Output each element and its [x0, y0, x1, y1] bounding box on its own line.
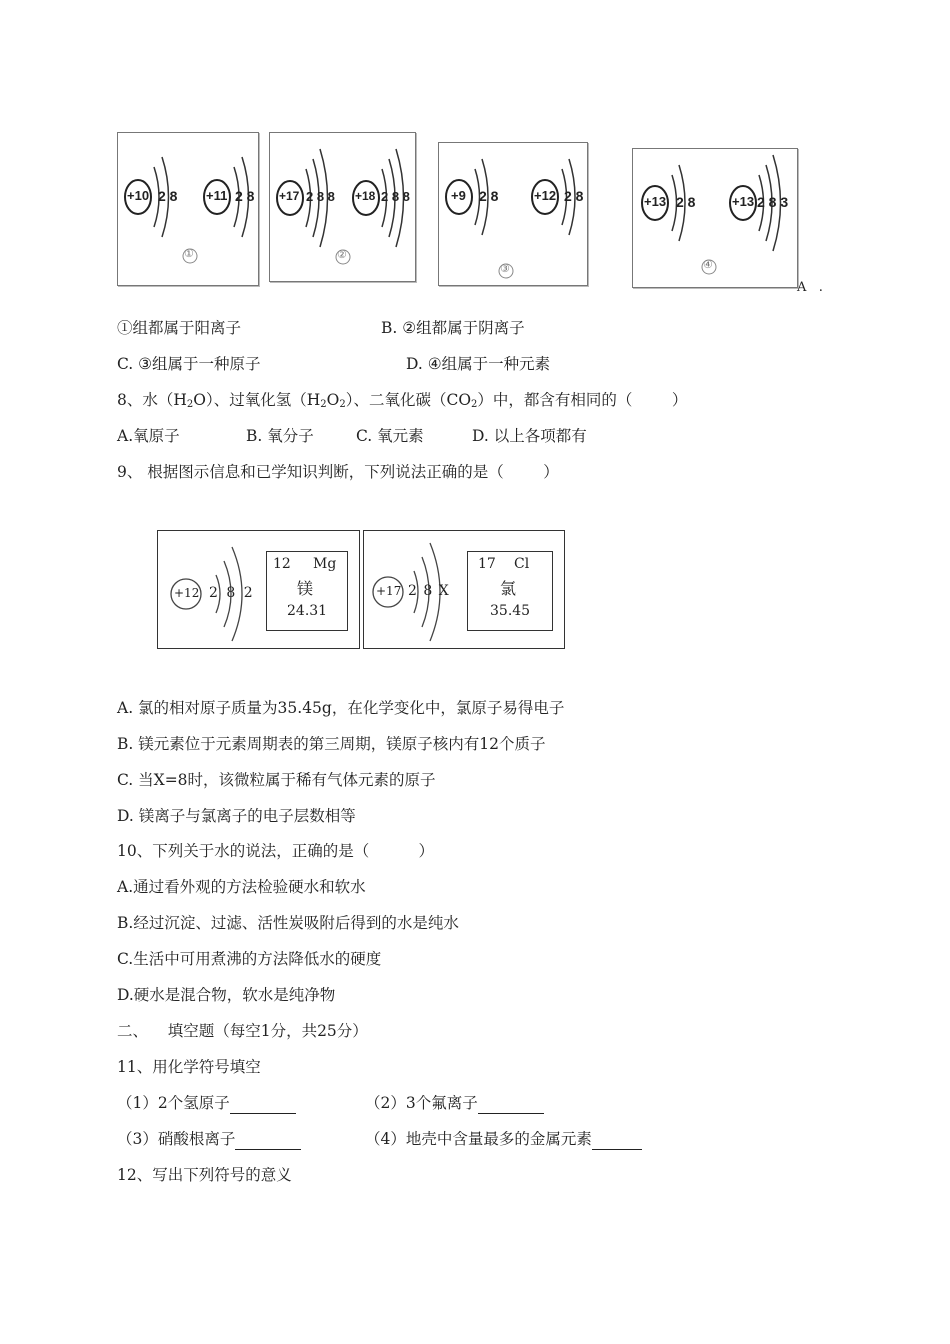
q9-option-c: C. 当X=8时，该微粒属于稀有气体元素的原子 — [117, 771, 436, 789]
q11-stem: 11、用化学符号填空 — [117, 1058, 261, 1076]
nucleus-charge: +12 — [174, 586, 200, 600]
nucleus-charge: +18 — [355, 189, 376, 203]
q7-option-d: D. ④组属于一种元素 — [406, 355, 551, 373]
answer-blank[interactable] — [478, 1097, 544, 1114]
panel-label: ① — [184, 247, 194, 260]
q9-option-a: A. 氯的相对原子质量为35.45g，在化学变化中，氯原子易得电子 — [117, 699, 565, 717]
trailing-option-mark: A . — [797, 280, 823, 295]
atomic-number: 12 — [273, 556, 291, 572]
electron-shells: 2 8 — [676, 194, 696, 210]
atom-diagram-panel-3 — [438, 142, 588, 286]
element-symbol: Mg — [313, 556, 337, 572]
q7-option-b: B. ②组都属于阴离子 — [381, 319, 525, 337]
atomic-mass: 35.45 — [490, 603, 531, 619]
electron-shells: 2 8 8 — [381, 189, 410, 204]
q8-option-c: C. 氧元素 — [356, 427, 424, 445]
q8-option-d: D. 以上各项都有 — [472, 427, 587, 445]
q9-option-d: D. 镁离子与氯离子的电子层数相等 — [117, 807, 356, 825]
atom-diagram-3-svg — [439, 143, 587, 285]
cl-diagram-panel — [363, 530, 565, 649]
q11-item-2: （2）3个氟离子 — [365, 1092, 544, 1114]
answer-blank[interactable] — [230, 1097, 296, 1114]
atom-diagram-panel-2 — [269, 132, 416, 282]
element-symbol: Cl — [514, 556, 530, 572]
atom-diagram-panel-4 — [632, 148, 798, 288]
answer-blank[interactable] — [592, 1133, 642, 1150]
section-2-title: 二、 填空题（每空1分，共25分） — [117, 1022, 368, 1040]
nucleus-charge: +10 — [127, 188, 150, 203]
q8-option-a: A.氧原子 — [117, 427, 180, 445]
element-name: 镁 — [297, 579, 314, 598]
nucleus-charge: +17 — [279, 189, 300, 203]
electron-shells: 2 8 — [564, 188, 584, 204]
q7-option-a: ①组都属于阳离子 — [117, 319, 242, 337]
nucleus-charge: +12 — [534, 188, 557, 203]
nucleus-charge: +13 — [644, 194, 667, 209]
mg-diagram-panel — [157, 530, 360, 649]
nucleus-charge: +17 — [376, 584, 402, 598]
answer-blank[interactable] — [235, 1133, 301, 1150]
panel-label: ③ — [500, 262, 510, 275]
electron-shells: 2 8 3 — [757, 194, 789, 210]
q9-option-b: B. 镁元素位于元素周期表的第三周期，镁原子核内有12个质子 — [117, 735, 546, 753]
atom-diagram-1-svg — [118, 133, 258, 285]
electron-shells: 2 8 — [158, 188, 178, 204]
electron-shells: 2 8 — [479, 188, 499, 204]
q10-option-a: A.通过看外观的方法检验硬水和软水 — [117, 878, 366, 896]
q11-item-3: （3）硝酸根离子 — [117, 1128, 301, 1150]
atomic-mass: 24.31 — [287, 603, 328, 619]
q11-item-1: （1）2个氢原子 — [117, 1092, 296, 1114]
q10-option-d: D.硬水是混合物，软水是纯净物 — [117, 986, 336, 1004]
q10-stem: 10、下列关于水的说法，正确的是（ ） — [117, 842, 434, 860]
panel-label: ④ — [703, 258, 713, 271]
atom-diagram-4-svg — [633, 149, 797, 287]
nucleus-charge: +9 — [451, 188, 466, 203]
q10-option-c: C.生活中可用煮沸的方法降低水的硬度 — [117, 950, 382, 968]
panel-label: ② — [337, 248, 347, 261]
electron-shells: 2 8 8 — [306, 189, 335, 204]
mg-element-tile — [266, 551, 348, 631]
nucleus-charge: +13 — [732, 194, 755, 209]
electron-shells: 2 8 2 — [209, 585, 253, 601]
q12-stem: 12、写出下列符号的意义 — [117, 1166, 292, 1184]
electron-shells: 2 8 X — [408, 583, 449, 599]
q9-stem: 9、 根据图示信息和已学知识判断，下列说法正确的是（ ） — [117, 463, 559, 481]
electron-shells: 2 8 — [235, 188, 255, 204]
q10-option-b: B.经过沉淀、过滤、活性炭吸附后得到的水是纯水 — [117, 914, 459, 932]
atomic-number: 17 — [478, 556, 496, 572]
atom-diagram-panel-1 — [117, 132, 259, 286]
q8-option-b: B. 氧分子 — [246, 427, 314, 445]
q11-item-4: （4）地壳中含量最多的金属元素 — [365, 1128, 642, 1150]
q7-option-c: C. ③组属于一种原子 — [117, 355, 261, 373]
cl-element-tile — [467, 551, 553, 631]
q8-stem: 8、水$(H_2O)$、过氧化氢$(H_2O_2)$、二氧化碳$(CO_2)$中，都含有相同的（ ） — [117, 391, 688, 410]
nucleus-charge: +11 — [206, 188, 228, 203]
element-name: 氯 — [500, 579, 517, 598]
